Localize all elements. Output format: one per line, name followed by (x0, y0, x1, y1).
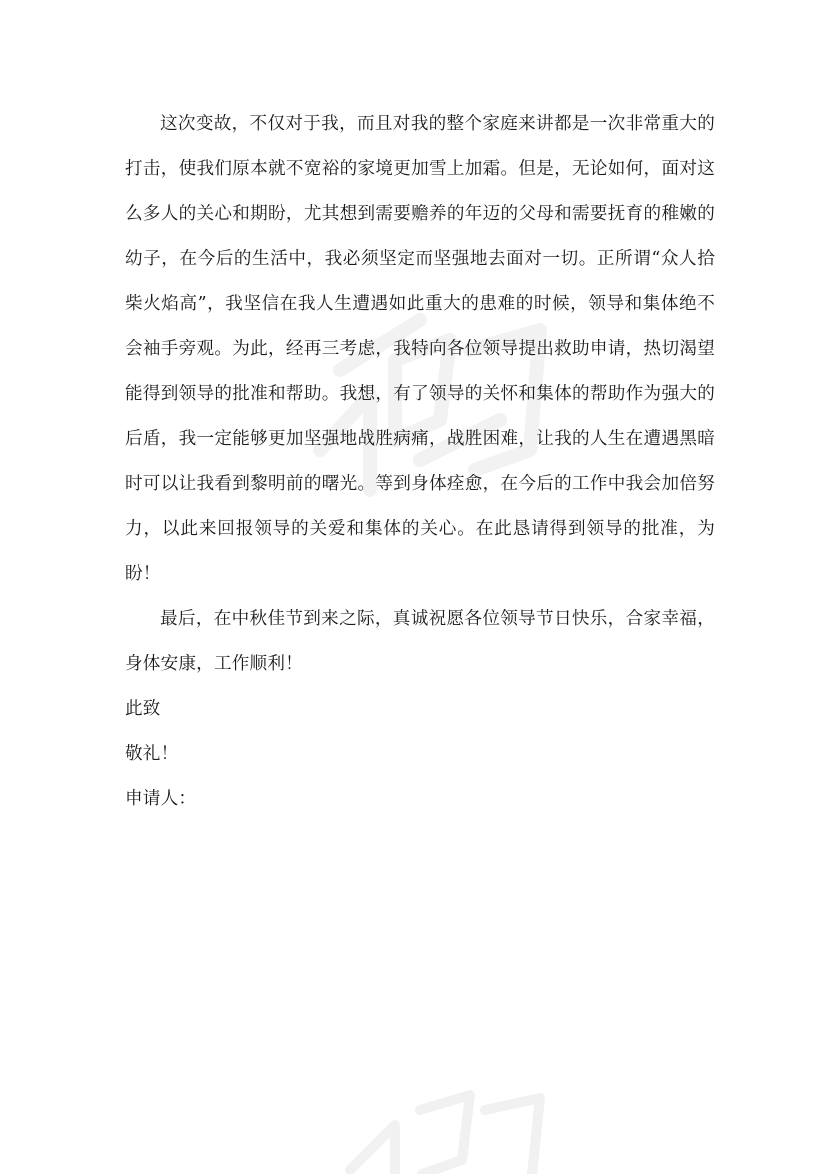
closing-wishes-paragraph: 最后，在中秋佳节到来之际，真诚祝愿各位领导节日快乐，合家幸福，身体安康，工作顺利！ (125, 609, 715, 674)
letter-body (125, 102, 715, 822)
closing-phrase: 此致 (125, 699, 161, 719)
site-watermark-icon (340, 1090, 550, 1174)
body-paragraph: 这次变故，不仅对于我，而且对我的整个家庭来讲都是一次非常重大的打击，使我们原本就不宽裕的家境更加雪上加霜。但是，无论如何，面对这么多人的关心和期盼，尤其想到需要赡养的年迈的父母和需要抚育的稚嫩的幼子，在今后的生活中，我必须坚定而坚强地去面对一切。正所谓“众人拾柴火焰高”，我坚信在我人生遭遇如此重大的患难的时候，领导和集体绝不会袖手旁观。为此，经再三考虑，我特向各位领导提出救助申请，热切渴望能得到领导的批准和帮助。我想，有了领导的关怀和集体的帮助作为强大的后盾，我一定能够更加坚强地战胜病痛，战胜困难，让我的人生在遭遇黑暗时可以让我看到黎明前的曙光。等到身体痊愈，在今后的工作中我会加倍努力，以此来回报领导的关爱和集体的关心。在此恳请得到领导的批准，为盼！ (125, 114, 715, 584)
applicant-label: 申请人： (125, 789, 197, 809)
salutation: 敬礼！ (125, 744, 179, 764)
